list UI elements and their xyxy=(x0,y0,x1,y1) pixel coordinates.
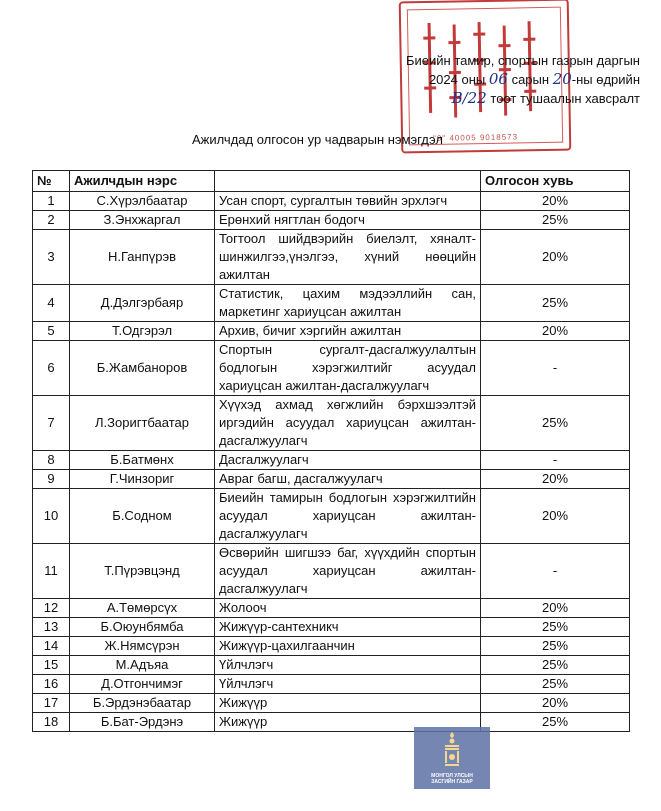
header-year: 2024 оны xyxy=(428,72,486,87)
employee-name: Д.Дэлгэрбаяр xyxy=(70,285,215,322)
table-row xyxy=(33,656,630,675)
header-day-suffix: -ны өдрийн xyxy=(571,72,640,87)
table-row xyxy=(33,675,630,694)
order-annex-label: тоот тушаалын хавсралт xyxy=(490,91,640,106)
employee-name: Б.Содном xyxy=(70,489,215,544)
bonus-percent: 25% xyxy=(481,656,630,675)
employee-position: Өсвөрийн шигшээ баг, хүүхдийн спортын асуудал хариуцсан ажилтан-дасгалжуулагч xyxy=(215,544,481,599)
employee-name: Н.Ганпүрэв xyxy=(70,230,215,285)
bonus-percent: 25% xyxy=(481,285,630,322)
row-number: 14 xyxy=(33,637,70,656)
document-title: Ажилчдад олгосон ур чадварын нэмэгдэл xyxy=(192,132,443,147)
bonus-percent: 25% xyxy=(481,713,630,732)
approval-header xyxy=(300,52,640,108)
header-line-1: Биеийн тамир, спортын газрын даргын xyxy=(405,53,640,68)
employee-position: Үйлчлэгч xyxy=(215,675,481,694)
table-row xyxy=(33,694,630,713)
employee-position: Ерөнхий нягтлан бодогч xyxy=(215,211,481,230)
employee-position: Архив, бичиг хэргийн ажилтан xyxy=(215,322,481,341)
bonus-percent: 20% xyxy=(481,192,630,211)
row-number: 18 xyxy=(33,713,70,732)
employee-position: Тогтоол шийдвэрийн биелэлт, хяналт-шинжилгээ,үнэлгээ, хүний нөөцийн ажилтан xyxy=(215,230,481,285)
bonus-percent: 25% xyxy=(481,211,630,230)
bonus-percent: 25% xyxy=(481,675,630,694)
employee-name: С.Хүрэлбаатар xyxy=(70,192,215,211)
table-row xyxy=(33,192,630,211)
bonus-percent: 20% xyxy=(481,470,630,489)
employee-name: Ж.Нямсүрэн xyxy=(70,637,215,656)
bonus-percent: 20% xyxy=(481,694,630,713)
employee-position: Усан спорт, сургалтын төвийн эрхлэгч xyxy=(215,192,481,211)
row-number: 11 xyxy=(33,544,70,599)
row-number: 5 xyxy=(33,322,70,341)
table-row xyxy=(33,285,630,322)
employee-position: Жижүүр xyxy=(215,694,481,713)
employee-position: Спортын сургалт-дасгалжуулалтын бодлогын хэрэгжилтийг асуудал хариуцсан ажилтан-дасгалжуулагч xyxy=(215,341,481,396)
bonus-percent: 20% xyxy=(481,230,630,285)
header-percent: Олгосон хувь xyxy=(481,171,630,192)
table-row xyxy=(33,637,630,656)
employee-position: Жижүүр-цахилгаанчин xyxy=(215,637,481,656)
employee-position: Биеийн тамирын бодлогын хэрэгжилтийн асуудал хариуцсан ажилтан-дасгалжуулагч xyxy=(215,489,481,544)
table-row xyxy=(33,470,630,489)
employee-name: Б.Батмөнх xyxy=(70,451,215,470)
bonus-percent: 25% xyxy=(481,618,630,637)
header-line-3 xyxy=(300,89,640,108)
row-number: 13 xyxy=(33,618,70,637)
employee-position: Жижүүр xyxy=(215,713,481,732)
row-number: 7 xyxy=(33,396,70,451)
bonus-percent: 20% xyxy=(481,322,630,341)
employee-position: Авраг багш, дасгалжуулагч xyxy=(215,470,481,489)
row-number: 15 xyxy=(33,656,70,675)
soyombo-icon xyxy=(440,731,464,767)
employee-name: Б.Жамбаноров xyxy=(70,341,215,396)
table-row xyxy=(33,322,630,341)
employee-name: Б.Эрдэнэбаатар xyxy=(70,694,215,713)
row-number: 17 xyxy=(33,694,70,713)
row-number: 6 xyxy=(33,341,70,396)
header-line-2 xyxy=(300,70,640,89)
bonus-percent: - xyxy=(481,451,630,470)
row-number: 3 xyxy=(33,230,70,285)
row-number: 2 xyxy=(33,211,70,230)
row-number: 12 xyxy=(33,599,70,618)
employee-name: Т.Одгэрэл xyxy=(70,322,215,341)
employee-name: Б.Бат-Эрдэнэ xyxy=(70,713,215,732)
employee-name: М.Адъяа xyxy=(70,656,215,675)
employee-position: Хүүхэд ахмад хөгжлийн бэрхшээлтэй иргэдийн асуудал хариуцсан ажилтан-дасгалжуулагч xyxy=(215,396,481,451)
table-row xyxy=(33,451,630,470)
employee-name: З.Энхжаргал xyxy=(70,211,215,230)
header-day-handwritten: 20 xyxy=(552,70,572,88)
row-number: 1 xyxy=(33,192,70,211)
employee-name: Л.Зоригтбаатар xyxy=(70,396,215,451)
table-row xyxy=(33,489,630,544)
table-row xyxy=(33,230,630,285)
employee-position: Жижүүр-сантехникч xyxy=(215,618,481,637)
emblem-line-2: ЗАСГИЙН ГАЗАР xyxy=(431,779,473,785)
header-position xyxy=(215,171,481,192)
table-row xyxy=(33,713,630,732)
order-number-handwritten: В/22 xyxy=(451,89,487,107)
employee-position: Статистик, цахим мэдээллийн сан, маркетинг хариуцсан ажилтан xyxy=(215,285,481,322)
employee-position: Дасгалжуулагч xyxy=(215,451,481,470)
employee-position: Үйлчлэгч xyxy=(215,656,481,675)
row-number: 9 xyxy=(33,470,70,489)
bonus-percent: 20% xyxy=(481,489,630,544)
bonus-percent: 25% xyxy=(481,396,630,451)
employee-name: Г.Чинзориг xyxy=(70,470,215,489)
header-month-handwritten: 06 xyxy=(488,70,508,88)
government-emblem xyxy=(414,727,490,789)
table-header-row xyxy=(33,171,630,192)
bonus-table xyxy=(32,170,630,732)
table-row xyxy=(33,396,630,451)
bonus-percent: - xyxy=(481,544,630,599)
employee-name: Д.Отгончимэг xyxy=(70,675,215,694)
row-number: 10 xyxy=(33,489,70,544)
header-name: Ажилчдын нэрс xyxy=(70,171,215,192)
table-row xyxy=(33,211,630,230)
header-month-label: сарын xyxy=(511,72,550,87)
row-number: 4 xyxy=(33,285,70,322)
employee-position: Жолооч xyxy=(215,599,481,618)
emblem-line-1: МОНГОЛ УЛСЫН xyxy=(431,773,473,779)
table-row xyxy=(33,341,630,396)
table-row xyxy=(33,618,630,637)
bonus-percent: - xyxy=(481,341,630,396)
row-number: 8 xyxy=(33,451,70,470)
table-row xyxy=(33,544,630,599)
employee-name: Б.Оюунбямба xyxy=(70,618,215,637)
employee-name: А.Төмөрсүх xyxy=(70,599,215,618)
bonus-percent: 25% xyxy=(481,637,630,656)
row-number: 16 xyxy=(33,675,70,694)
header-number: № xyxy=(33,171,70,192)
bonus-percent: 20% xyxy=(481,599,630,618)
stamp-id-number: "9" 40005 9018573 xyxy=(433,132,519,143)
table-row xyxy=(33,599,630,618)
employee-name: Т.Пүрэвцэнд xyxy=(70,544,215,599)
